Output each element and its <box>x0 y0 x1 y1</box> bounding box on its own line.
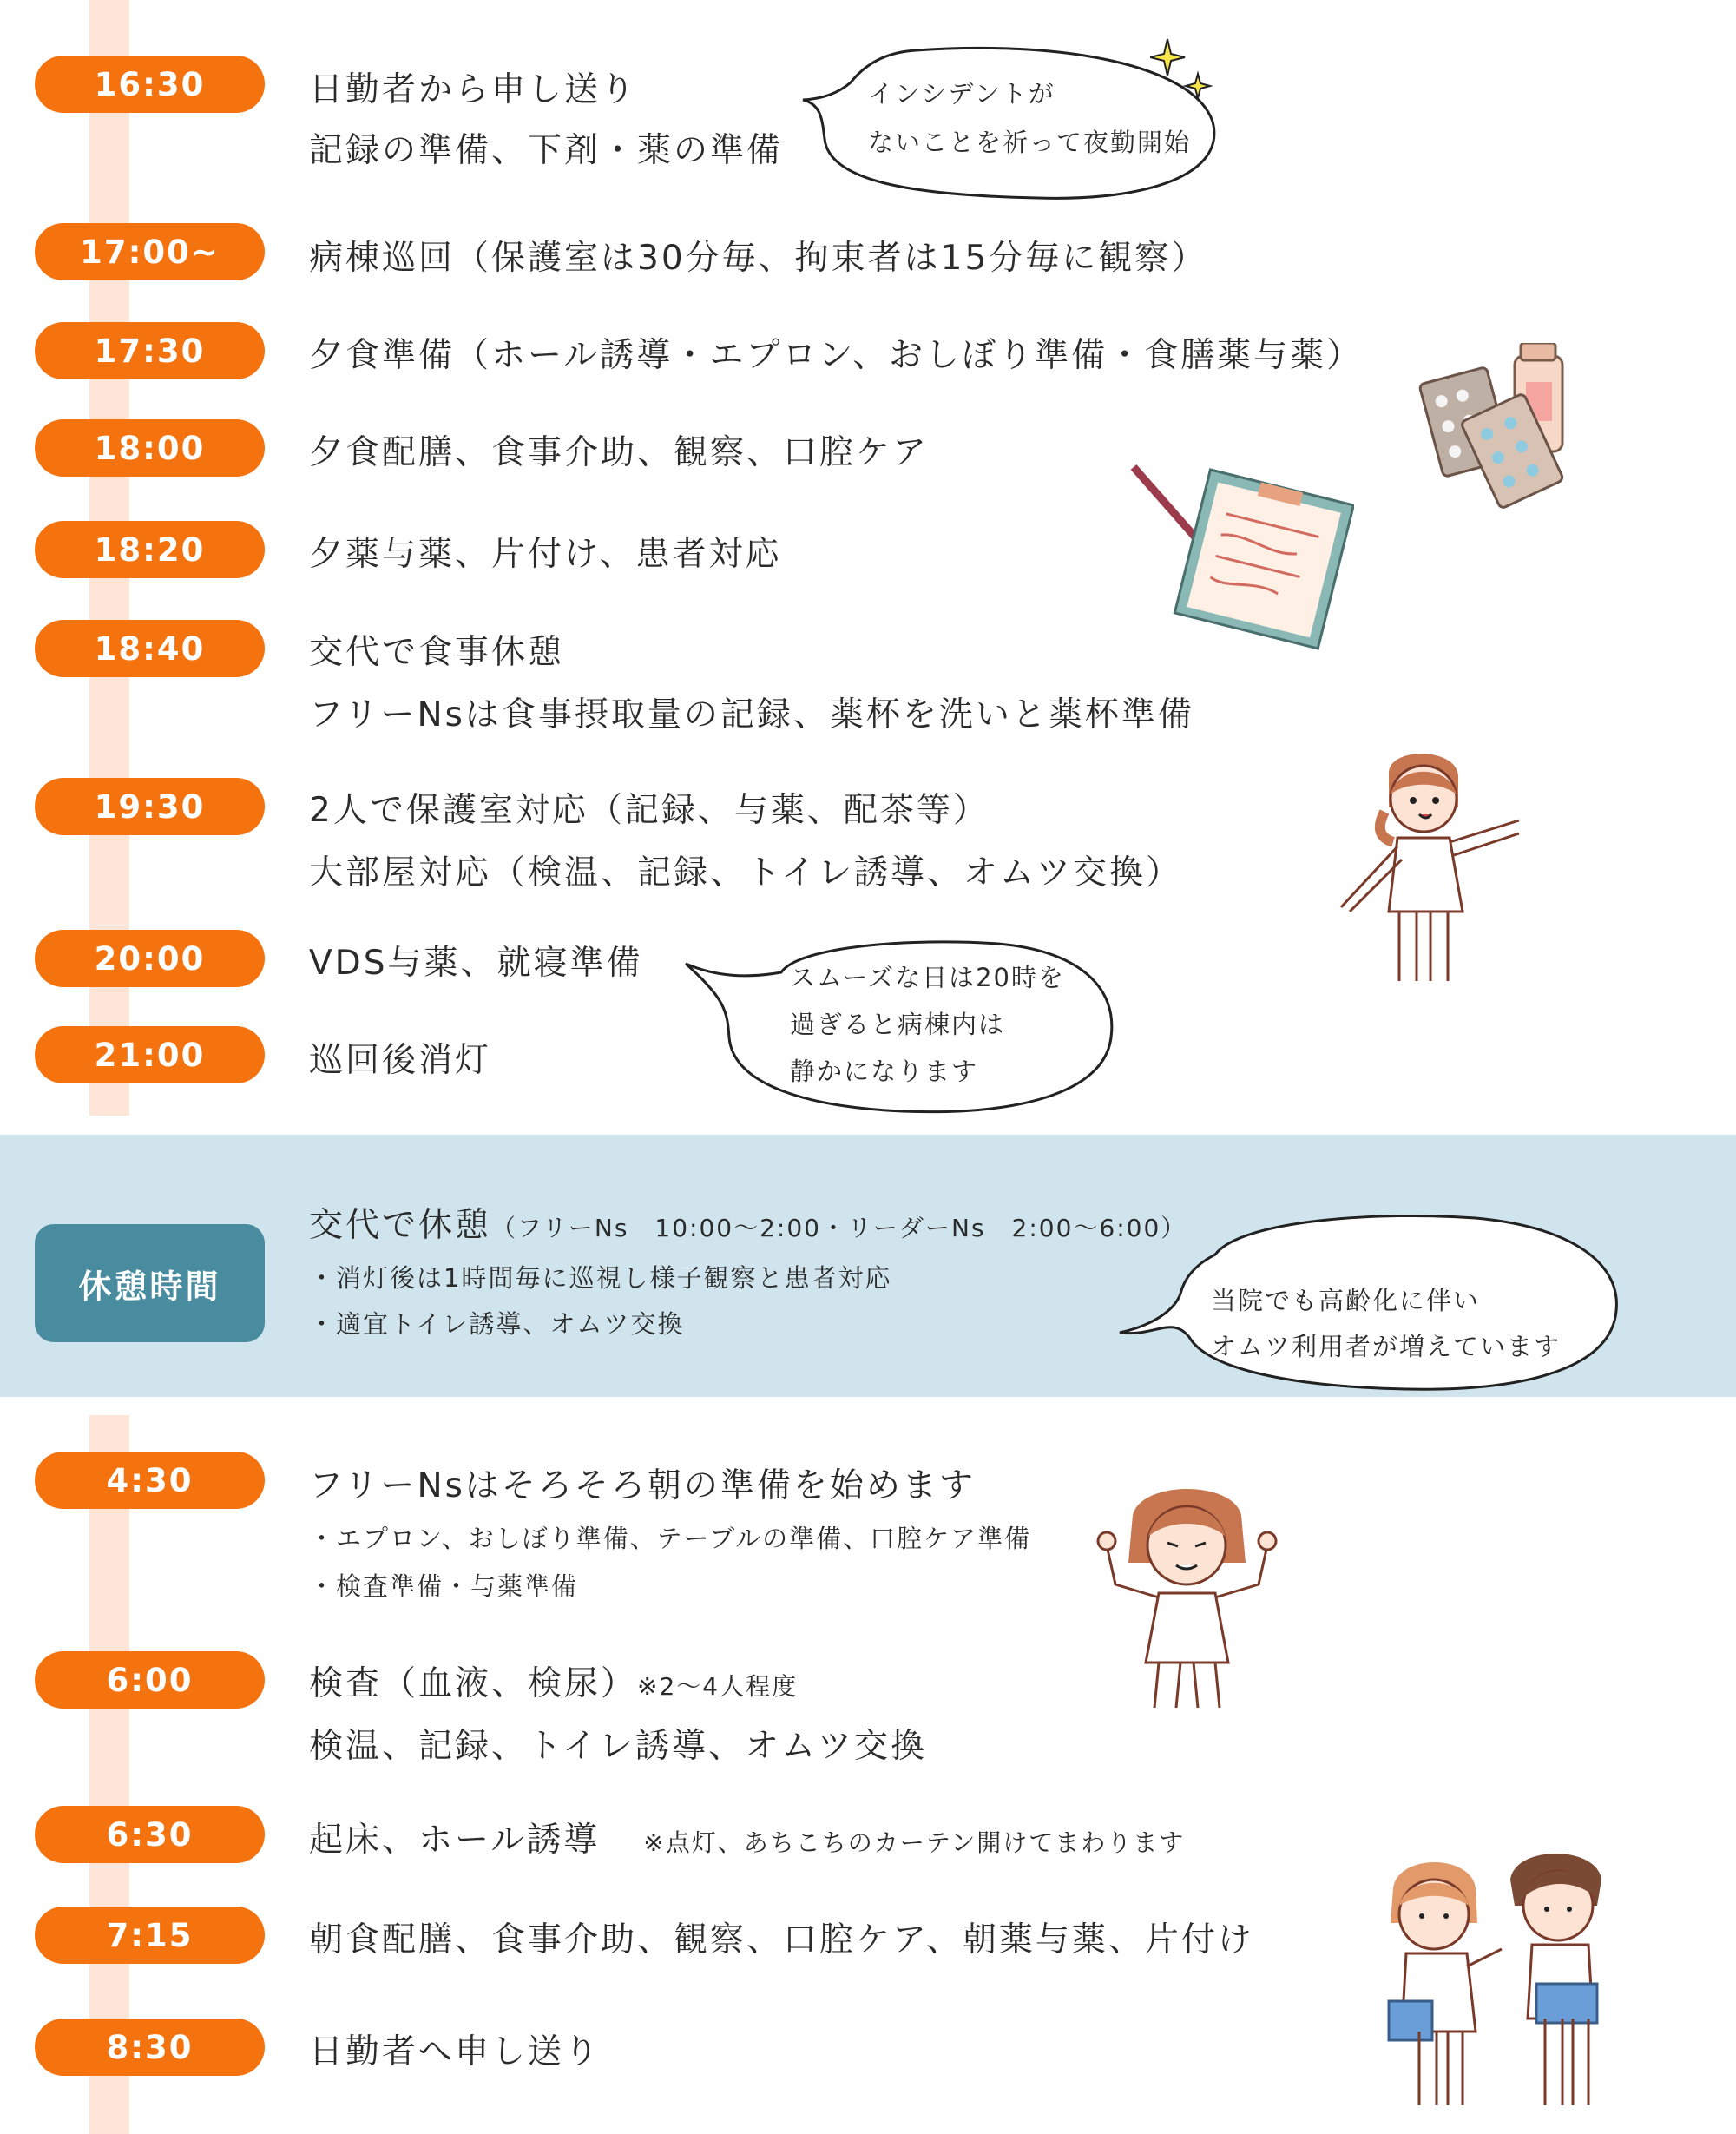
two-nurses-illustration <box>1380 1845 1614 2114</box>
schedule-text: 日勤者から申し送り <box>309 70 638 109</box>
time-pill: 8:30 <box>35 2019 265 2076</box>
bubble-text: 過ぎると病棟内は <box>790 1010 1006 1039</box>
schedule-text: フリーNsは食事摂取量の記録、薬杯を洗いと薬杯準備 <box>309 695 1194 734</box>
schedule-text: 夕食配膳、食事介助、観察、口腔ケア <box>309 433 930 472</box>
schedule-text: 朝食配膳、食事介助、観察、口腔ケア、朝薬与薬、片付け <box>309 1920 1254 1959</box>
schedule-text: 交代で食事休憩 <box>309 633 565 672</box>
break-title-text: 交代で休憩 <box>309 1206 492 1245</box>
break-title-note: （フリーNs 10:00〜2:00・リーダーNs 2:00〜6:00） <box>491 1214 1187 1242</box>
time-pill: 21:00 <box>35 1026 265 1083</box>
medicine-illustration <box>1415 343 1571 517</box>
time-pill: 7:15 <box>35 1907 265 1964</box>
time-pill: 17:30 <box>35 322 265 379</box>
schedule-text <box>309 1813 1185 1861</box>
time-pill: 19:30 <box>35 778 265 835</box>
bubble-text: 当院でも高齢化に伴い <box>1211 1286 1481 1315</box>
schedule-text: フリーNsはそろそろ朝の準備を始めます <box>309 1466 976 1505</box>
schedule-text: 記録の準備、下剤・薬の準備 <box>309 131 784 170</box>
break-bullet: ・適宜トイレ誘導、オムツ交換 <box>309 1309 685 1339</box>
break-bullet: ・消灯後は1時間毎に巡視し様子観察と患者対応 <box>309 1263 892 1293</box>
schedule-note: ※2〜4人程度 <box>637 1672 799 1701</box>
bubble-text: オムツ利用者が増えています <box>1211 1332 1562 1361</box>
schedule-text: 夕食準備（ホール誘導・エプロン、おしぼり準備・食膳薬与薬） <box>309 336 1364 375</box>
schedule-bullet: ・エプロン、おしぼり準備、テーブルの準備、口腔ケア準備 <box>309 1524 1032 1553</box>
nurse-flexing-illustration <box>1089 1480 1285 1715</box>
break-title <box>309 1198 1187 1247</box>
time-pill: 18:20 <box>35 521 265 578</box>
schedule-main: 起床、ホール誘導 <box>309 1821 601 1860</box>
time-pill: 17:00~ <box>35 223 265 280</box>
schedule-text: 2人で保護室対応（記録、与薬、配茶等） <box>309 791 990 830</box>
time-pill: 18:40 <box>35 620 265 677</box>
time-pill: 20:00 <box>35 930 265 987</box>
schedule-main: 検査（血液、検尿） <box>309 1664 638 1703</box>
time-pill: 6:00 <box>35 1651 265 1709</box>
schedule-text: 病棟巡回（保護室は30分毎、拘束者は15分毎に観察） <box>309 239 1208 278</box>
clipboard-illustration <box>1128 460 1354 660</box>
sparkle-icon <box>1150 35 1220 104</box>
nurse-pointing-illustration <box>1337 747 1532 990</box>
schedule-text: 大部屋対応（検温、記録、トイレ誘導、オムツ交換） <box>309 853 1183 892</box>
schedule-text: 夕薬与薬、片付け、患者対応 <box>309 535 782 574</box>
break-label: 休憩時間 <box>35 1224 265 1342</box>
bubble-text: スムーズな日は20時を <box>790 963 1066 992</box>
time-pill: 16:30 <box>35 56 265 113</box>
bubble-text: インシデントが <box>868 79 1055 109</box>
time-pill: 18:00 <box>35 419 265 477</box>
schedule-text: 検温、記録、トイレ誘導、オムツ交換 <box>309 1727 928 1766</box>
schedule-note: ※点灯、あちこちのカーテン開けてまわります <box>643 1828 1186 1857</box>
bubble-text: ないことを祈って夜勤開始 <box>868 128 1192 157</box>
time-pill: 6:30 <box>35 1806 265 1863</box>
schedule-text <box>309 1656 798 1705</box>
schedule-text: 巡回後消灯 <box>309 1041 492 1080</box>
schedule-text: 日勤者へ申し送り <box>309 2032 602 2071</box>
time-pill: 4:30 <box>35 1452 265 1509</box>
bubble-text: 静かになります <box>790 1057 979 1086</box>
schedule-text: VDS与薬、就寝準備 <box>309 944 643 983</box>
schedule-bullet: ・検査準備・与薬準備 <box>309 1571 579 1601</box>
